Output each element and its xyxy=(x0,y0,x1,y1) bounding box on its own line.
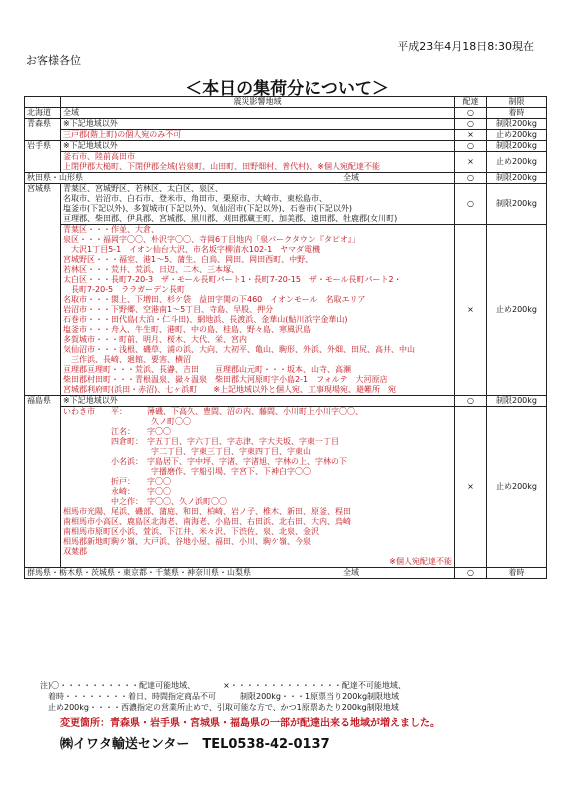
note-line: 止め200kg・・・・西濃指定の営業所止めで、引取可能な方で、かつ1原票あたり200kg制限地域 xyxy=(40,703,399,712)
table-row xyxy=(25,119,547,130)
area-line: 塩釜市(下記以外)、多賀城市(下記以外)、気仙沼市(下記以外)、石巻市(下記以外) xyxy=(63,204,352,213)
area-line: 石巻市・・・田代島(大泊・仁斗田)、網地浜、長渡浜、金華山(鮎川浜字金華山) xyxy=(63,315,348,324)
area-line: いわき市 平： 薄磯、下高久、豊間、沼の内、藤間、小川町上小川字〇〇、 xyxy=(63,407,363,416)
area-note: ※個人宛配達不能 xyxy=(389,557,452,566)
prefecture-cell: 北海道 xyxy=(25,108,61,119)
area-cell xyxy=(61,141,455,152)
area-line: 気仙沼市・・・浅根、磯草、浦の浜、大向、大初平、亀山、駒形、外浜、外畑、田尻、高井、中山 xyxy=(63,345,415,354)
area-line: 折戸： 字〇〇 xyxy=(63,477,171,486)
area-cell xyxy=(61,130,455,141)
area-text: 全域 xyxy=(343,173,359,182)
table-row xyxy=(25,173,547,184)
area-cell xyxy=(61,225,455,396)
header-area: 震災影響地域 xyxy=(61,97,455,108)
company-contact: ㈱イワタ輸送センター TEL0538-42-0137 xyxy=(60,737,330,752)
area-line: 柴田郡村田町・・・青根温泉、嶽々温泉 柴田郡大河原町字小島2-1 フォルテ 大河原店 xyxy=(63,375,388,384)
delivery-mark: ○ xyxy=(455,173,487,184)
header-delivery: 配達 xyxy=(455,97,487,108)
prefecture-label: 群馬県・栃木県・茨城県・東京都・千葉県・神奈川県・山梨県 xyxy=(27,568,251,577)
area-line: 亘理郡、柴田郡、伊具郡、宮城郡、黒川郡、刈田郡蔵王町、加美郡、遠田郡、牡鹿郡(女川町) xyxy=(63,214,398,223)
limit-value: 着時 xyxy=(487,108,547,119)
addressee: お客様各位 xyxy=(26,54,81,67)
area-line: 三戸郡(階上町)の個人宛のみ不可 xyxy=(63,130,182,139)
limit-value: 止め200kg xyxy=(487,130,547,141)
area-line: 永崎： 字〇〇 xyxy=(63,487,171,496)
area-line: 三作浜、長崎、廻館、要害、横沼 xyxy=(63,355,191,364)
area-line: 上閉伊郡大槌町、下閉伊郡全域(岩泉町、山田町、田野畑村、普代村)、※個人宛配達不能 xyxy=(63,162,380,171)
area-line: 江名： 字〇〇 xyxy=(63,427,171,436)
area-line: 全域 xyxy=(63,108,79,117)
page-title: ＜本日の集荷分について＞ xyxy=(185,79,389,99)
area-line: 字二丁目、字東三丁目、字東四丁目、字東山 xyxy=(63,447,311,456)
area-line: ※下記地域以外 xyxy=(63,119,118,128)
area-cell xyxy=(61,396,455,407)
limit-value: 制限200kg xyxy=(487,141,547,152)
delivery-mark: ○ xyxy=(455,184,487,225)
area-line: 青葉区・・・作並、大倉、 xyxy=(63,225,159,234)
area-line: 双葉郡 xyxy=(63,547,87,556)
delivery-mark: ○ xyxy=(455,568,487,579)
delivery-mark: × xyxy=(455,407,487,568)
area-line: 名取市、岩沼市、白石市、登米市、角田市、栗原市、大崎市、東松島市、 xyxy=(63,194,327,203)
limit-value: 制限200kg xyxy=(487,396,547,407)
table-row xyxy=(25,141,547,152)
area-line: 久ノ町〇〇 xyxy=(63,417,191,426)
header-limit: 制限 xyxy=(487,97,547,108)
table-row xyxy=(25,407,547,568)
limit-value: 着時 xyxy=(487,568,547,579)
table-row xyxy=(25,108,547,119)
area-line: 大沢1丁目5-1 イオン仙台大沢、市名坂字柳清水102-1 ヤマダ電機 xyxy=(63,245,321,254)
prefecture-cell: 青森県 xyxy=(25,119,61,141)
area-line: ※下記地域以外 xyxy=(63,141,118,150)
prefecture-label: 秋田県・山形県 xyxy=(27,173,83,182)
table-row xyxy=(25,396,547,407)
table-row xyxy=(25,225,547,396)
table-row xyxy=(25,152,547,173)
area-line: 宮城野区・・・福室、港1～5、蒲生、白鳥、岡田、岡田西町、中野、 xyxy=(63,255,314,264)
table-row xyxy=(25,184,547,225)
report-date: 平成23年4月18日8:30現在 xyxy=(397,40,534,53)
area-cell xyxy=(61,108,455,119)
area-line: 太白区・・・長町7-20-3 ザ・モール長町パート1・長町7-20-15 ザ・モール長町パート2・ xyxy=(63,275,402,284)
limit-value: 止め200kg xyxy=(487,225,547,396)
legend-notes xyxy=(40,680,406,713)
area-line: 相馬市光陽、尾浜、磯部、蒲庭、和田、柏崎、岩ノ子、椎木、新田、原釜、程田 xyxy=(63,507,351,516)
table-row xyxy=(25,130,547,141)
area-cell xyxy=(61,407,455,568)
table-header-row xyxy=(25,97,547,108)
area-line: 宮城郡利府町(浜田・赤沼)、七ヶ浜町 ※上記地域以外と個人宛、工事現場宛、避難所 宛 xyxy=(63,385,396,394)
prefecture-cell: 岩手県 xyxy=(25,141,61,173)
area-line: 多賀城市・・・町前、明月、桜木、大代、栄、宮内 xyxy=(63,335,247,344)
area-line: 名取市・・・閖上、下増田、杉ケ袋 益田字関の下460 イオンモール 名取エリア xyxy=(63,295,366,304)
area-cell xyxy=(61,119,455,130)
area-line: 若林区・・・荒井、荒浜、日辺、二木、三本塚、 xyxy=(63,265,239,274)
delivery-status-table xyxy=(24,96,547,579)
limit-value: 止め200kg xyxy=(487,407,547,568)
note-line: 注)〇・・・・・・・・・・配達可能地域、 ×・・・・・・・・・・・・・・配達不可能地域、 xyxy=(40,681,406,690)
delivery-mark: × xyxy=(455,225,487,396)
area-line: 南相馬市小高区、鹿島区北海老、南海老、小島田、右田浜、北右田、大内、烏崎 xyxy=(63,517,351,526)
area-line: 南相馬市原町区小浜、萱浜、下江井、米々沢、下渋佐、泉、北泉、金沢 xyxy=(63,527,319,536)
area-text: 全域 xyxy=(343,568,359,577)
limit-value: 制限200kg xyxy=(487,119,547,130)
area-line: 相馬郡新地町駒ケ嶺、大戸浜、谷地小屋、福田、小川、駒ケ嶺、今泉 xyxy=(63,537,311,546)
area-line: 泉区・・・福岡字〇〇、朴沢字〇〇、寺岡6丁目地内「泉パークタウン『タピオ』」 xyxy=(63,235,360,244)
area-cell xyxy=(61,184,455,225)
limit-value: 制限200kg xyxy=(487,184,547,225)
prefecture-cell: 福島県 xyxy=(25,396,61,568)
area-cell xyxy=(61,152,455,173)
delivery-mark: × xyxy=(455,152,487,173)
delivery-mark: ○ xyxy=(455,108,487,119)
area-line: 小名浜： 字島居下、字中坪、字渚、字渚旭、字林の上、字林の下 xyxy=(63,457,347,466)
area-line: 亘理郡亘理町・・・荒浜、長瀞、吉田 亘理郡山元町・・・坂本、山寺、高瀬 xyxy=(63,365,351,374)
limit-value: 制限200kg xyxy=(487,173,547,184)
delivery-mark: ○ xyxy=(455,141,487,152)
prefecture-cell: 宮城県 xyxy=(25,184,61,396)
area-line: 青葉区、宮城野区、若林区、太白区、泉区、 xyxy=(63,184,223,193)
area-line: 中之作： 字〇〇、久ノ浜町〇〇 xyxy=(63,497,227,506)
delivery-mark: ○ xyxy=(455,396,487,407)
prefecture-cell xyxy=(25,568,455,579)
table-row xyxy=(25,568,547,579)
area-line: 釜石市、陸前高田市 xyxy=(63,152,135,161)
area-line: 長町7-20-5 ララガーデン長町 xyxy=(63,285,185,294)
area-line: 字播磨作、字船引場、字宮下、下神白字〇〇 xyxy=(63,467,311,476)
delivery-mark: × xyxy=(455,130,487,141)
limit-value: 止め200kg xyxy=(487,152,547,173)
delivery-mark: ○ xyxy=(455,119,487,130)
area-line: 四倉町： 字五丁目、字六丁目、字志津、字大夫坂、字東一丁目 xyxy=(63,437,339,446)
note-line: 着時・・・・・・・・着日、時間指定商品不可 制限200kg・・・1原票当り200kg制限地域 xyxy=(40,692,400,701)
area-line: 岩沼市・・・下野郷、空港南1～5丁目、寺島、早股、押分 xyxy=(63,305,274,314)
header-empty xyxy=(25,97,61,108)
change-note: 変更箇所：青森県・岩手県・宮城県・福島県の一部が配達出来る地域が増えました。 xyxy=(60,718,440,729)
prefecture-cell xyxy=(25,173,455,184)
area-line: 塩釜市・・・舟入、牛生町、港町、中の島、桂島、野々島、寒風沢島 xyxy=(63,325,311,334)
area-line: ※下記地域以外 xyxy=(63,396,118,405)
